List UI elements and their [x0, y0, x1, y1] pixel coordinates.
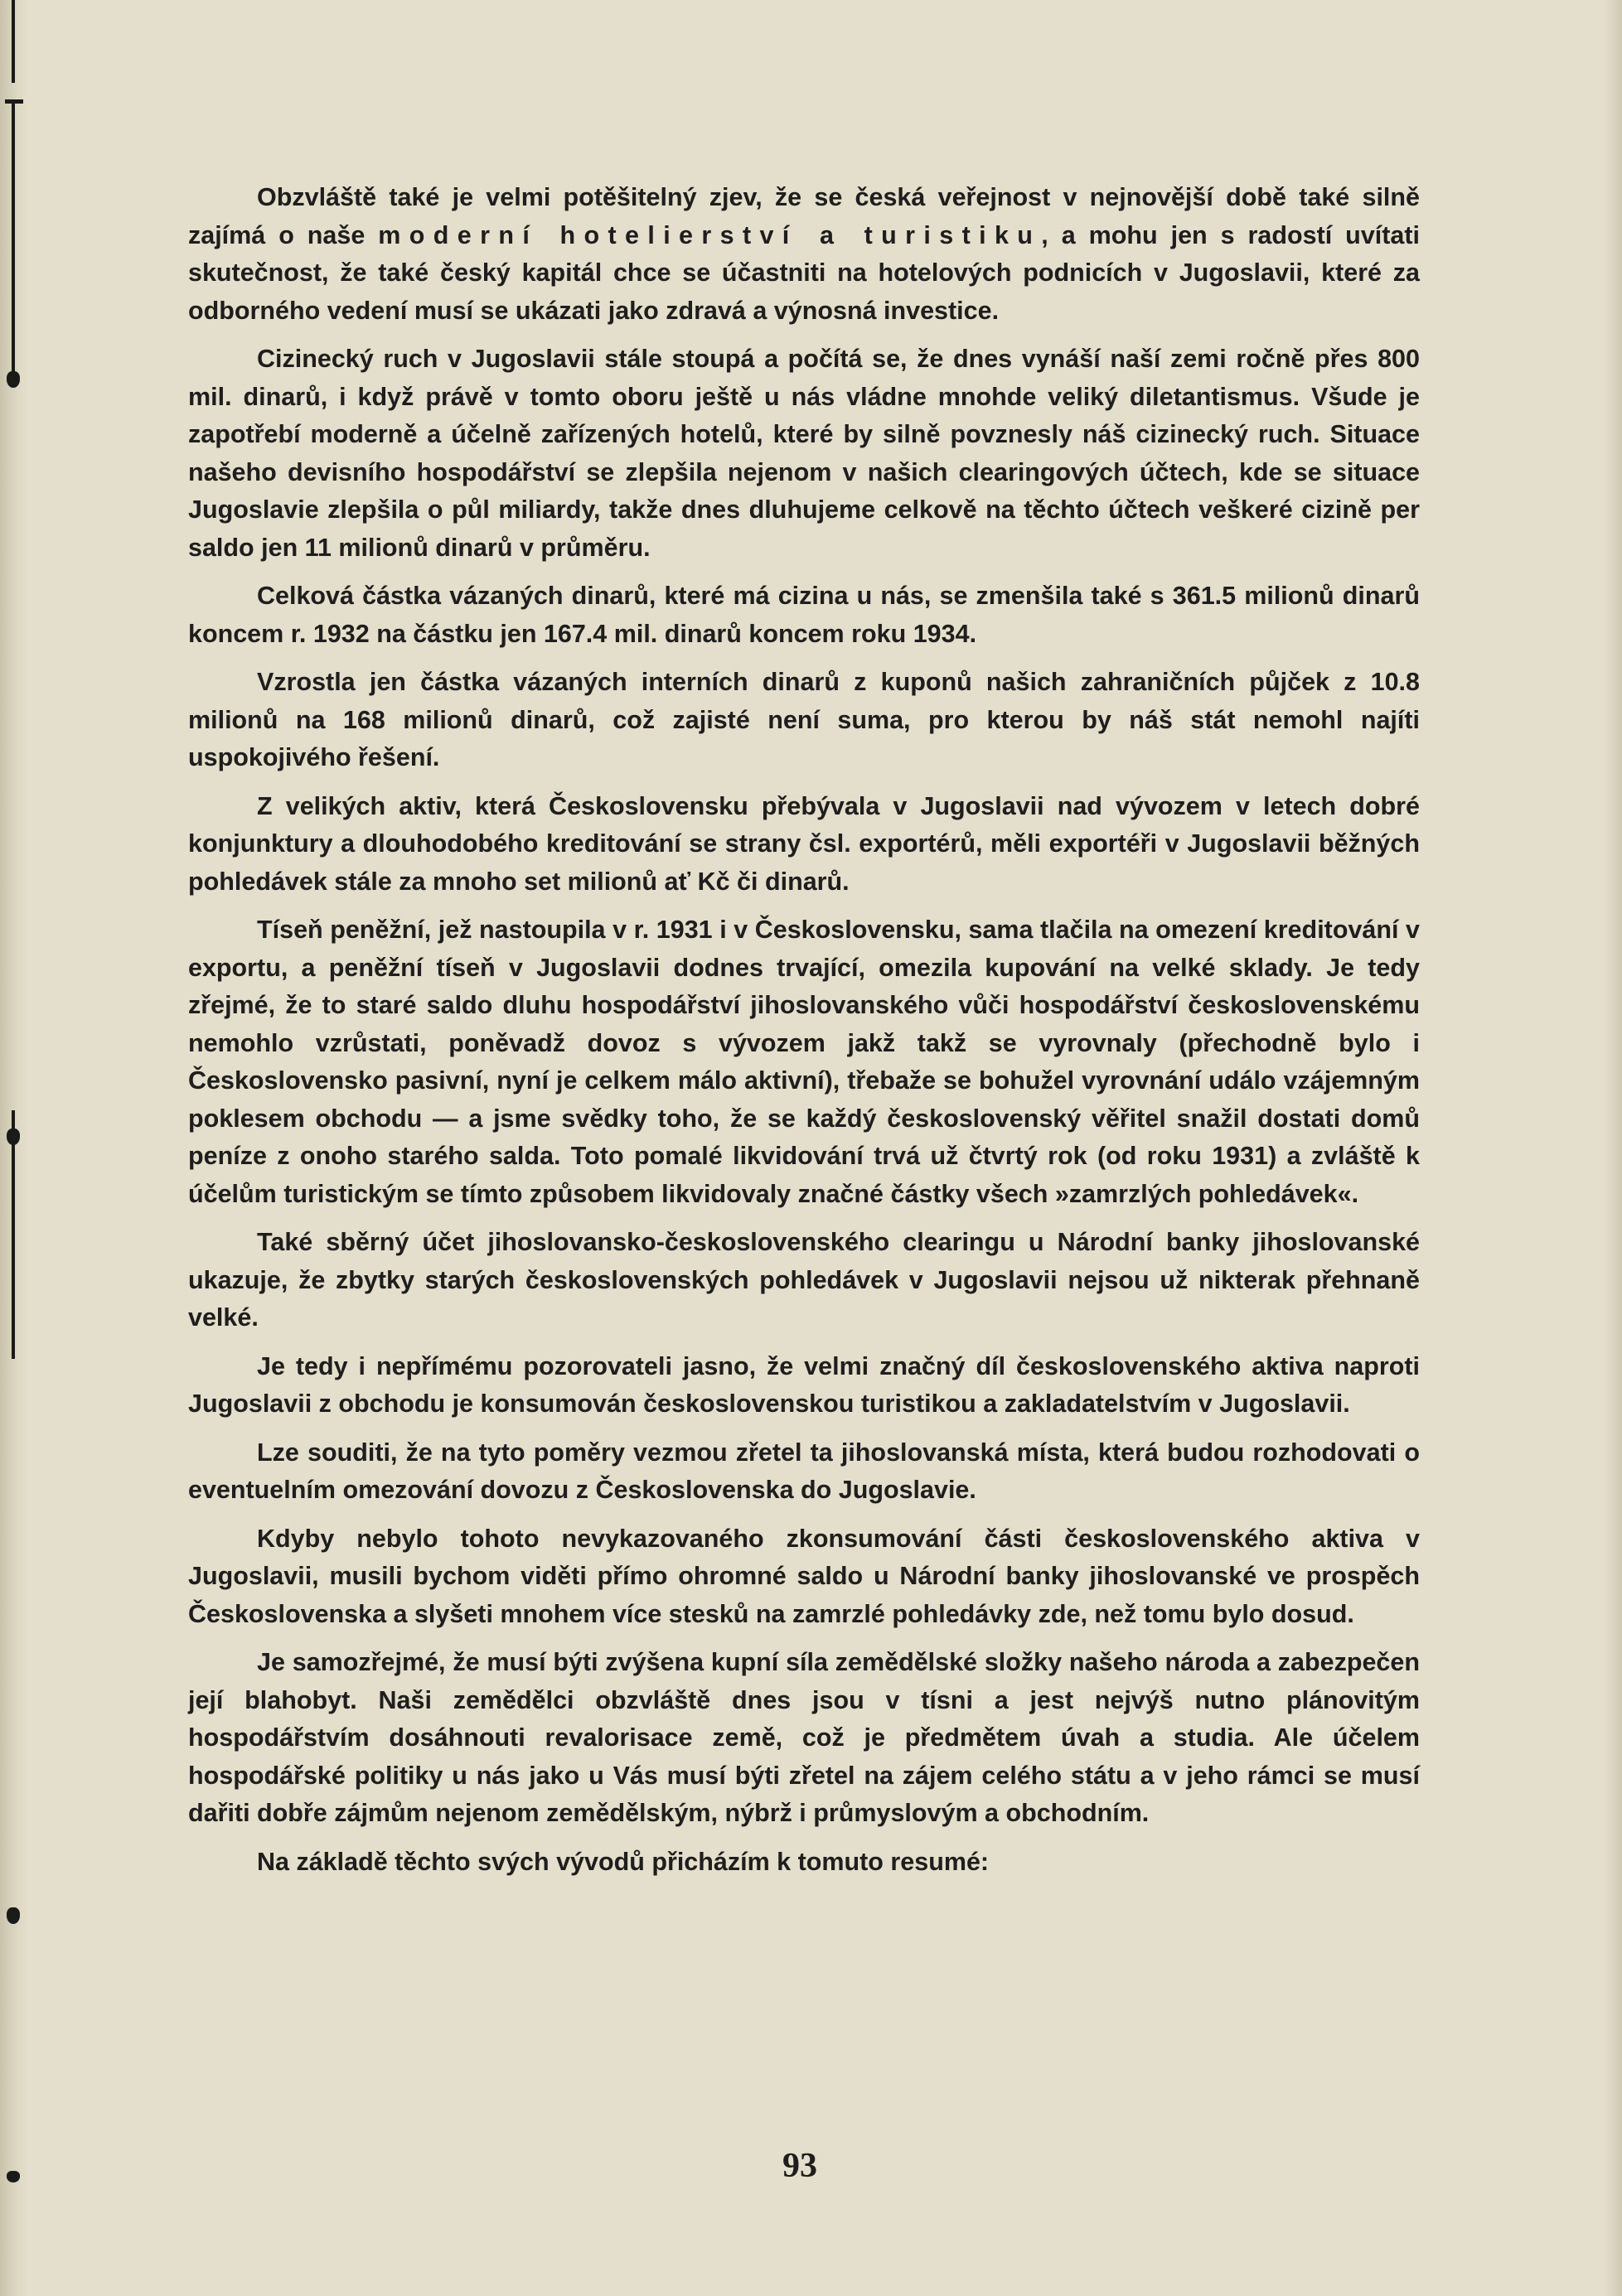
paragraph-text: , a mohu jen s radostí uvítati skutečnost, že také český kapitál chce se účastniti na hotelových podnicích v Jugoslavii, které za odborného vedení musí se ukázati jako zdravá a výnosná investice.	[188, 220, 1421, 325]
page-edge	[1604, 0, 1622, 2296]
paragraph-text: Obzvláště také je velmi potěšitelný zjev, že se česká veřejnost v nejnovější době také silně zajímá o naše	[188, 183, 1420, 249]
paragraph: Cizinecký ruch v Jugoslavii stále stoupá a počítá se, že dnes vynáší naší zemi ročně přes 800 mil. dinarů, i když právě v tomto oboru ještě u nás vládne mnohde veliký diletantismus. Všude je zapotřebí moderně a účelně zařízených hotelů, které by silně povznesly náš cizinecký ruch. Situace našeho devisního hospodářství se zlepšila nejenom v našich clearingových účtech, kde se situace Jugoslavie zlepšila o půl miliardy, takže dnes dluhujeme celkově na těchto účtech veškeré cizině per saldo jen 11 milionů dinarů v průměru.	[188, 345, 1420, 562]
paragraph: Lze souditi, že na tyto poměry vezmou zřetel ta jihoslovanská místa, která budou rozhodovati o eventuelním omezování dovozu z Československa do Jugoslavie.	[188, 1438, 1420, 1504]
binding-mark	[7, 1907, 20, 1924]
binding-line	[12, 101, 15, 383]
paragraph: Celková částka vázaných dinarů, které má cizina u nás, se zmenšila také s 361.5 milionů dinarů koncem r. 1932 na částku jen 167.4 mil. dinarů koncem roku 1934.	[188, 582, 1420, 648]
binding-mark	[7, 1129, 20, 1145]
binding-line	[12, 1110, 15, 1359]
paragraph: Vzrostla jen částka vázaných interních dinarů z kuponů našich zahraničních půjček z 10.8 milionů na 168 milionů dinarů, což zajisté není suma, pro kterou by náš stát nemohl najíti uspokojivého řešení.	[188, 668, 1420, 771]
emphasized-text: moderní hotelierství a turistiku	[378, 220, 1042, 249]
page-number: 93	[782, 2147, 817, 2185]
paragraph: Na základě těchto svých vývodů přicházím k tomuto resumé:	[257, 1847, 990, 1876]
binding-mark	[7, 371, 20, 388]
paragraph: Také sběrný účet jihoslovansko-československého clearingu u Národní banky jihoslovanské ukazuje, že zbytky starých československých pohledávek v Jugoslavii nejsou už nikterak přehnaně velké.	[188, 1228, 1420, 1332]
paragraph: Je samozřejmé, že musí býti zvýšena kupní síla zemědělské složky našeho národa a zabezpečen její blahobyt. Naši zemědělci obzvláště dnes jsou v tísni a jest nejvýš nutno plánovitým hospodářstvím dosáhnouti revalorisace země, což je předmětem úvah a studia. Ale účelem hospodářské politiky u nás jako u Vás musí býti zřetel na zájem celého státu a v jeho rámci se musí dařiti dobře zájmům nejenom zemědělským, nýbrž i průmyslovým a obchodním.	[188, 1648, 1420, 1827]
paragraph: Je tedy i nepřímému pozorovateli jasno, že velmi značný díl československého aktiva naproti Jugoslavii z obchodu je konsumován československou turistikou a zakladatelstvím v Jugoslavii.	[188, 1351, 1420, 1418]
paragraph: Z velikých aktiv, která Československu přebývala v Jugoslavii nad vývozem v letech dobré konjunktury a dlouhodobého kreditování se strany čsl. exportérů, měli exportéři v Jugoslavii běžných pohledávek stále za mnoho set milionů ať Kč či dinarů.	[188, 791, 1420, 896]
paragraph: Kdyby nebylo tohoto nevykazovaného zkonsumování části československého aktiva v Jugoslavii, musili bychom viděti přímo ohromné saldo u Národní banky jihoslovanské ve prospěch Československa a slyšeti mnohem více stesků na zamrzlé pohledávky zde, než tomu bylo dosud.	[188, 1524, 1420, 1628]
paragraph: Tíseň peněžní, jež nastoupila v r. 1931 i v Československu, sama tlačila na omezení kreditování v exportu, a peněžní tíseň v Jugoslavii dodnes trvající, omezila kupování na velké sklady. Je tedy zřejmé, že to staré saldo dluhu hospodářství jihoslovanského vůči hospodářství československému nemohlo vzrůstati, poněvadž dovoz s vývozem jakž takž se vyrovnaly (přechodně bylo i Československo pasivní, nyní je celkem málo aktivní), třebaže se bohužel vyrovnání událo vzájemným poklesem obchodu — a jsme svědky toho, že se každý československý věřitel snažil dostati domů peníze z onoho starého salda. Toto pomalé likvidování trvá už čtvrtý rok (od roku 1931) a zvláště k účelům turistickým se tímto způsobem likvidovaly značné částky všech »zamrzlých pohledávek«.	[188, 916, 1420, 1208]
binding-line	[12, 0, 15, 83]
paragraph	[188, 179, 1420, 330]
body-text	[188, 179, 1420, 1892]
